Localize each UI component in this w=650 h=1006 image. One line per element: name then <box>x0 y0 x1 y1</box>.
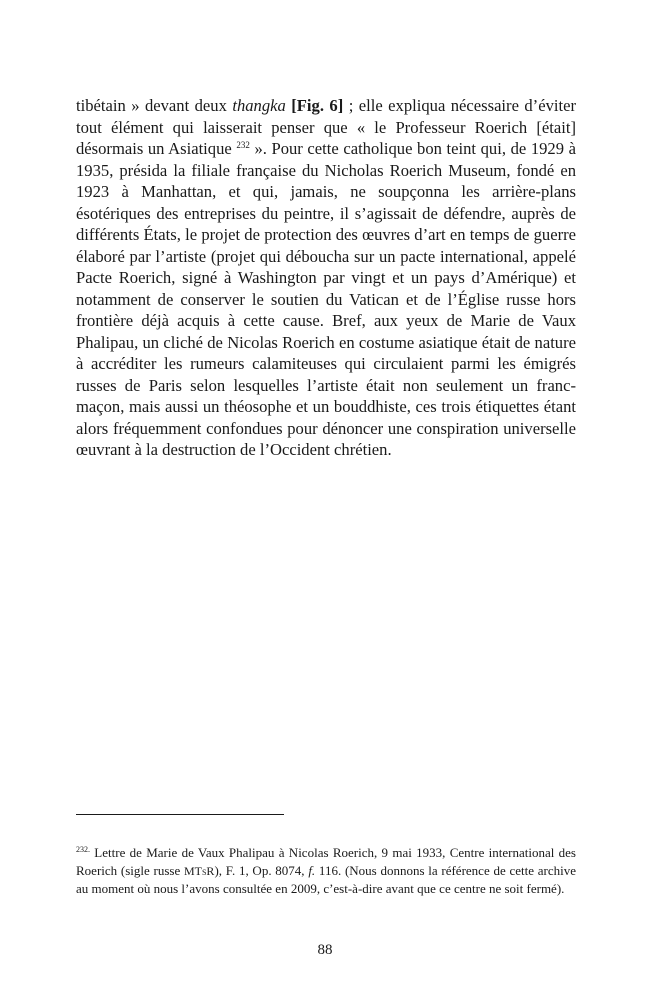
page-number: 88 <box>317 942 333 958</box>
italic-folio: f. <box>308 862 316 878</box>
sigle-abbreviation: MTsR <box>183 863 215 878</box>
text-run: tibétain » devant deux <box>76 96 233 115</box>
text-run: ), F. 1, Op. 8074, <box>214 862 309 878</box>
footnote-text <box>76 844 576 898</box>
text-run: Lettre de Marie de Vaux Phalipau à Nicolas Roerich, 9 mai 1933, Centre international des Roerich (sigle russe <box>76 845 576 878</box>
italic-term-thangka: thangka <box>232 96 286 115</box>
figure-reference: [Fig. 6] <box>291 96 344 115</box>
footnote-separator <box>76 814 284 815</box>
text-run: ». Pour cette catholique bon teint qui, de 1929 à 1935, présida la filiale française du Nicholas Roerich Museum, fondé en 1923 à Manhattan, et qui, jamais, ne soupçonna les arrière-plans ésotériques des entreprises du peintre, il s’agissait de défendre, auprès de différents États, le projet de protection des œuvres d’art en temps de guerre élaboré par l’artiste (projet qui déboucha sur un pacte international, appelé Pacte Roerich, signé à Washington par vingt et un pays d’Amérique) et notamment de conserver le soutien du Vatican et de l’Église russe hors frontière déjà acquis à cette cause. Bref, aux yeux de Marie de Vaux Phalipau, un cliché de Nicolas Roerich en costume asiatique était de nature à accréditer les rumeurs calamiteuses qui circulaient parmi les émigrés russes de Paris selon lesquelles l’artiste était non seulement un franc-maçon, mais aussi un théosophe et un bouddhiste, ces trois étiquettes étant alors fréquemment confondues pour dénoncer une conspiration universelle œuvrant à la destruction de l’Occident chrétien. <box>76 139 576 459</box>
footnote-232 <box>76 844 576 898</box>
text-run: 116. (Nous donnons la référence de cette archive au moment où nous l’avons consultée en 2009, c’est-à-dire avant que ce centre ne soit fermé). <box>76 862 576 896</box>
text-run: ; elle expliqua nécessaire d’éviter tout élément qui laisserait penser que « le Professeur Roerich [était] désormais un Asiatique <box>76 96 576 158</box>
footnote-number: 232. <box>76 845 90 854</box>
paragraph <box>76 95 576 461</box>
body-paragraph <box>76 95 576 461</box>
footnote-ref-232[interactable]: 232 <box>236 140 250 150</box>
